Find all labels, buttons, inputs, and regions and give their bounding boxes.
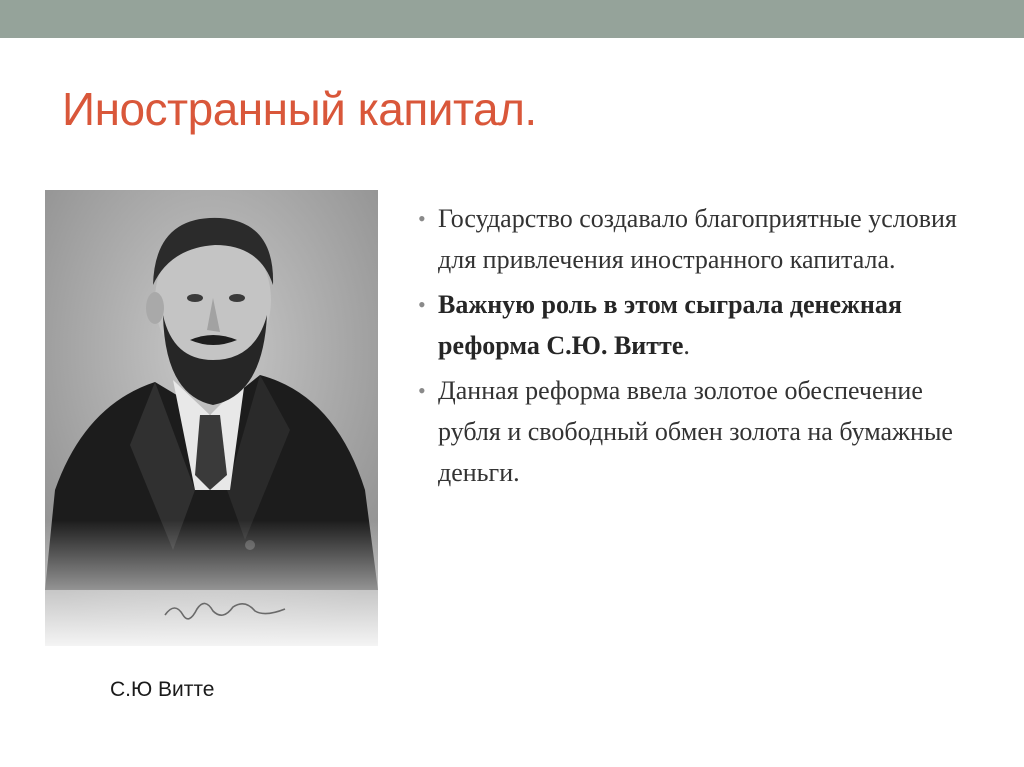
- bullet-text: Государство создавало благоприятные условия для привлечения иностранного капитала.: [438, 204, 957, 274]
- bullet-text: Данная реформа ввела золотое обеспечение рубля и свободный обмен золота на бумажные деньги.: [438, 376, 953, 487]
- bullet-item: [418, 370, 978, 493]
- slide-title: Иностранный капитал.: [62, 83, 537, 135]
- bullet-item: [418, 284, 978, 366]
- bullet-item: [418, 198, 978, 280]
- bullet-dot: •: [418, 378, 426, 403]
- bullet-dot: •: [418, 206, 426, 231]
- portrait-photo: [45, 190, 378, 646]
- portrait-caption: С.Ю Витте: [110, 678, 215, 701]
- bullet-text-tail: .: [683, 331, 690, 360]
- top-decorative-band: [0, 0, 1024, 38]
- bullet-text-bold: Важную роль в этом сыграла денежная реформа С.Ю. Витте: [438, 290, 902, 360]
- bullet-dot: •: [418, 292, 426, 317]
- bullet-list: [418, 198, 978, 497]
